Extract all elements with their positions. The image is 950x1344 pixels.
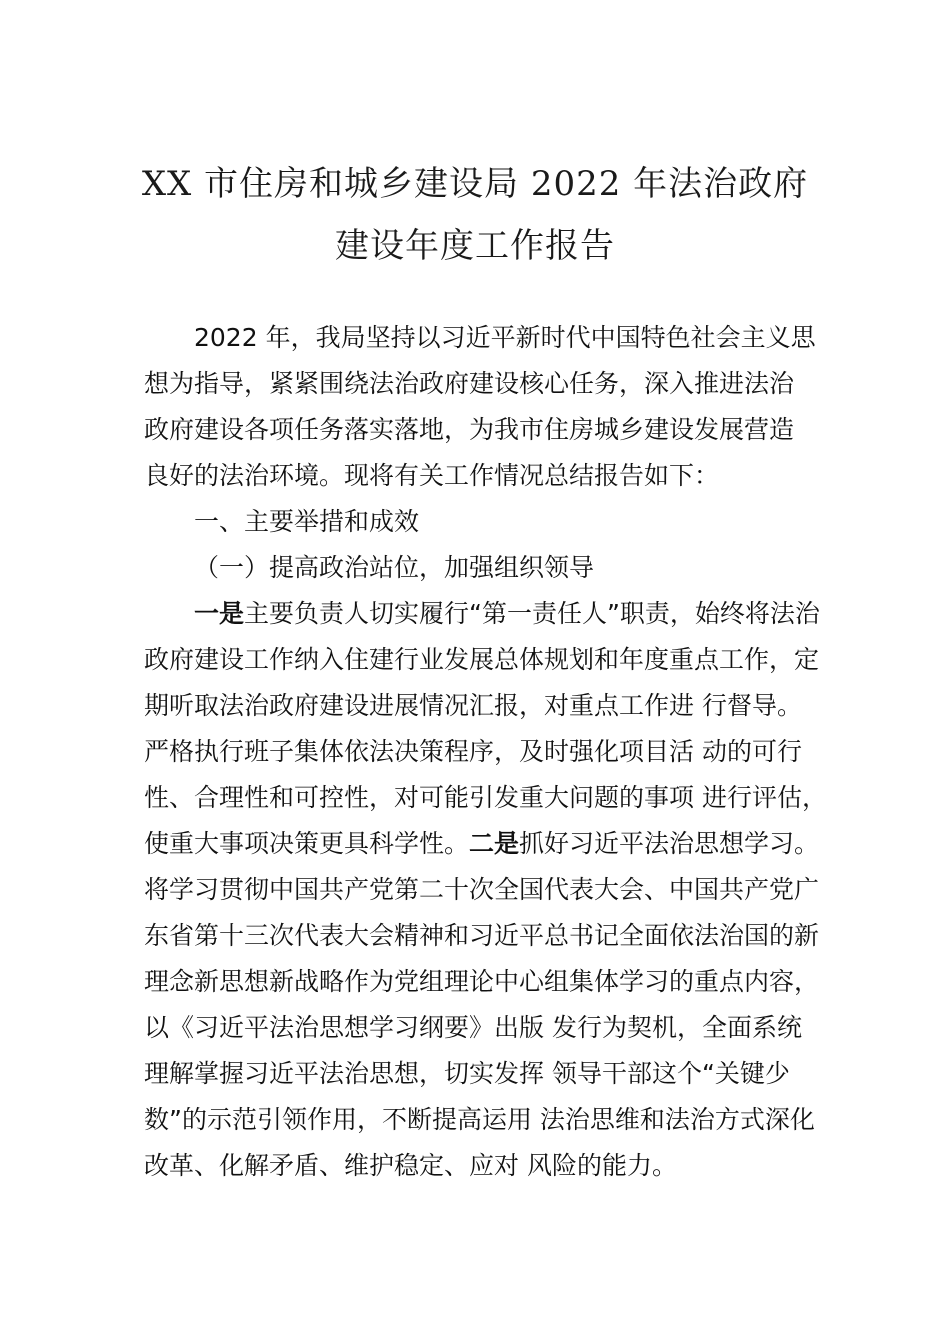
- paragraph-line: 改革、化解矛盾、维护稳定、应对 风险的能力。: [144, 1151, 677, 1180]
- intro-line: 想为指导，紧紧围绕法治政府建设核心任务，深入推进法治: [144, 369, 795, 398]
- document-title-line-2: 建设年度工作报告: [335, 226, 615, 266]
- paragraph-line: 性、合理性和可控性，对可能引发重大问题的事项 进行评估，: [144, 783, 827, 812]
- intro-line: 2022 年，我局坚持以习近平新时代中国特色社会主义思: [194, 323, 816, 352]
- paragraph-line: 以《习近平法治思想学习纲要》出版 发行为契机，全面系统: [144, 1013, 802, 1042]
- paragraph-line: 理解掌握习近平法治思想，切实发挥 领导干部这个“关键少: [144, 1059, 790, 1088]
- paragraph-line: [194, 592, 820, 636]
- document-title-line-1: XX 市住房和城乡建设局 2022 年法治政府: [141, 164, 809, 204]
- emphasis-first: 一是: [194, 599, 245, 628]
- paragraph-line: 严格执行班子集体依法决策程序，及时强化项目活 动的可行: [144, 737, 802, 766]
- intro-line: 政府建设各项任务落实落地，为我市住房城乡建设发展营造: [144, 415, 795, 444]
- intro-line: 良好的法治环境。现将有关工作情况总结报告如下：: [144, 461, 720, 490]
- section-heading: 一、主要举措和成效: [194, 507, 420, 536]
- paragraph-line: 政府建设工作纳入住建行业发展总体规划和年度重点工作，定: [144, 645, 820, 674]
- subsection-heading: （一）提高政治站位，加强组织领导: [194, 553, 595, 582]
- paragraph-line: 数”的示范引领作用，不断提高运用 法治思维和法治方式深化: [144, 1105, 815, 1134]
- emphasis-second: 二是: [469, 829, 520, 858]
- paragraph-line: 将学习贯彻中国共产党第二十次全国代表大会、中国共产党广: [144, 875, 820, 904]
- paragraph-line: 期听取法治政府建设进展情况汇报，对重点工作进 行督导。: [144, 691, 802, 720]
- paragraph-text: 抓好习近平法治思想学习。: [519, 829, 820, 858]
- paragraph-line: 理念新思想新战略作为党组理论中心组集体学习的重点内容，: [144, 967, 820, 996]
- paragraph-text: 主要负责人切实履行“第一责任人”职责，始终将法治: [244, 599, 820, 628]
- paragraph-line: [144, 822, 819, 866]
- paragraph-line: 东省第十三次代表大会精神和习近平总书记全面依法治国的新: [144, 921, 820, 950]
- paragraph-text: 使重大事项决策更具科学性。: [144, 829, 470, 858]
